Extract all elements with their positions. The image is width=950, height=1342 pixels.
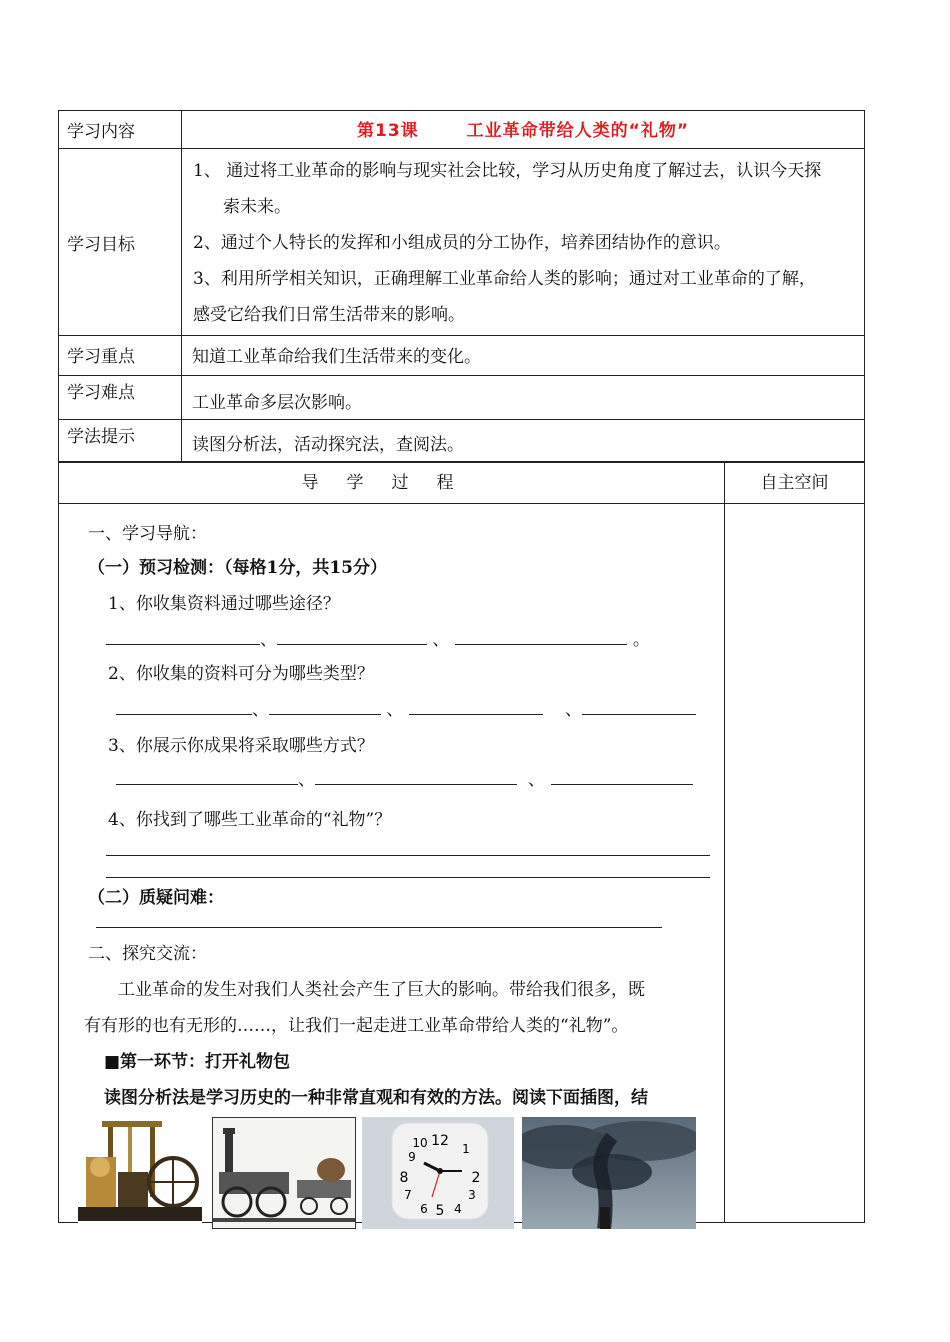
answer-row-5 xyxy=(96,909,662,933)
blank-field[interactable] xyxy=(277,626,427,645)
blank-field[interactable] xyxy=(106,626,260,645)
process-table xyxy=(58,462,865,1223)
difficulty-text: 工业革命多层次影响。 xyxy=(182,376,865,420)
goals-cell xyxy=(182,149,865,336)
clock-number: 10 xyxy=(412,1136,428,1150)
question-1: 1、你收集资料通过哪些途径？ xyxy=(108,594,340,614)
process-content xyxy=(59,504,725,1223)
blank-field[interactable] xyxy=(116,766,298,785)
blank-field[interactable] xyxy=(582,696,696,715)
paragraph-line: 有有形的也有无形的……，让我们一起走进工业革命带给人类的“礼物”。 xyxy=(84,1016,629,1036)
answer-row-1: 、 、 。 xyxy=(106,625,650,650)
process-header: 导学过程 xyxy=(59,463,725,504)
self-space-column[interactable] xyxy=(725,504,865,1223)
lesson-number: 第13课 xyxy=(356,121,419,141)
clock-number: 6 xyxy=(420,1202,428,1216)
paragraph-line: 工业革命的发生对我们人类社会产生了巨大的影响。带给我们很多，既 xyxy=(118,980,645,1000)
label-method: 学法提示 xyxy=(59,420,182,462)
steam-engine-image xyxy=(78,1117,202,1223)
clock-number: 7 xyxy=(404,1188,412,1202)
section-exploration: 二、探究交流： xyxy=(88,944,207,964)
question-3: 3、你展示你成果将采取哪些方式？ xyxy=(108,736,374,756)
subsection-questions: （二）质疑问难： xyxy=(88,888,224,908)
blank-field[interactable] xyxy=(106,859,710,878)
clock-number: 1 xyxy=(462,1142,470,1156)
clock-number: 8 xyxy=(399,1170,409,1186)
goal-line: 2、通过个人特长的发挥和小组成员的分工协作，培养团结协作的意识。 xyxy=(193,233,731,253)
clock-number: 4 xyxy=(454,1202,462,1216)
smoke-pollution-image xyxy=(522,1117,696,1229)
subsection-pretest: （一）预习检测：（每格1分，共15分） xyxy=(88,558,387,578)
clock-number: 5 xyxy=(435,1203,445,1219)
blank-field[interactable] xyxy=(96,909,662,928)
step-1-heading: ■第一环节：打开礼物包 xyxy=(104,1052,291,1072)
page-title xyxy=(182,111,865,149)
clock-number: 2 xyxy=(471,1170,481,1186)
blank-field[interactable] xyxy=(269,696,381,715)
blank-field[interactable] xyxy=(116,696,252,715)
goal-line: 索未来。 xyxy=(223,197,291,217)
clock-number: 3 xyxy=(468,1188,476,1202)
section-navigation: 一、学习导航： xyxy=(88,524,207,544)
label-focus: 学习重点 xyxy=(59,336,182,376)
lesson-document xyxy=(58,110,865,1223)
blank-field[interactable] xyxy=(551,766,693,785)
step-1-text: 读图分析法是学习历史的一种非常直观和有效的方法。阅读下面插图，结 xyxy=(104,1088,648,1108)
goal-line: 1、 通过将工业革命的影响与现实社会比较，学习从历史角度了解过去，认识今天探 xyxy=(193,161,822,181)
locomotive-image xyxy=(212,1117,356,1229)
answer-row-3: 、 、 xyxy=(116,765,693,790)
blank-field[interactable] xyxy=(106,837,710,856)
focus-text: 知道工业革命给我们生活带来的变化。 xyxy=(182,336,865,376)
header-table xyxy=(58,110,865,462)
question-2: 2、你收集的资料可分为哪些类型？ xyxy=(108,664,374,684)
self-space-header: 自主空间 xyxy=(725,463,865,504)
method-text: 读图分析法，活动探究法，查阅法。 xyxy=(182,420,865,462)
label-difficulty: 学习难点 xyxy=(59,376,182,420)
label-content: 学习内容 xyxy=(59,111,182,149)
wall-clock-image xyxy=(362,1117,514,1229)
goal-line: 感受它给我们日常生活带来的影响。 xyxy=(193,305,465,325)
blank-field[interactable] xyxy=(315,766,517,785)
answer-row-4b xyxy=(106,859,710,883)
clock-number: 12 xyxy=(431,1133,449,1149)
goal-line: 3、利用所学相关知识，正确理解工业革命给人类的影响；通过对工业革命的了解， xyxy=(193,269,816,289)
question-4: 4、你找到了哪些工业革命的“礼物”？ xyxy=(108,810,392,830)
lesson-title: 工业革命带给人类的“礼物” xyxy=(466,121,690,141)
answer-row-2: 、 、 、 xyxy=(116,695,696,720)
blank-field[interactable] xyxy=(455,626,627,645)
label-goals: 学习目标 xyxy=(59,149,182,336)
blank-field[interactable] xyxy=(409,696,543,715)
clock-number: 9 xyxy=(408,1150,416,1164)
answer-row-4 xyxy=(106,837,710,861)
